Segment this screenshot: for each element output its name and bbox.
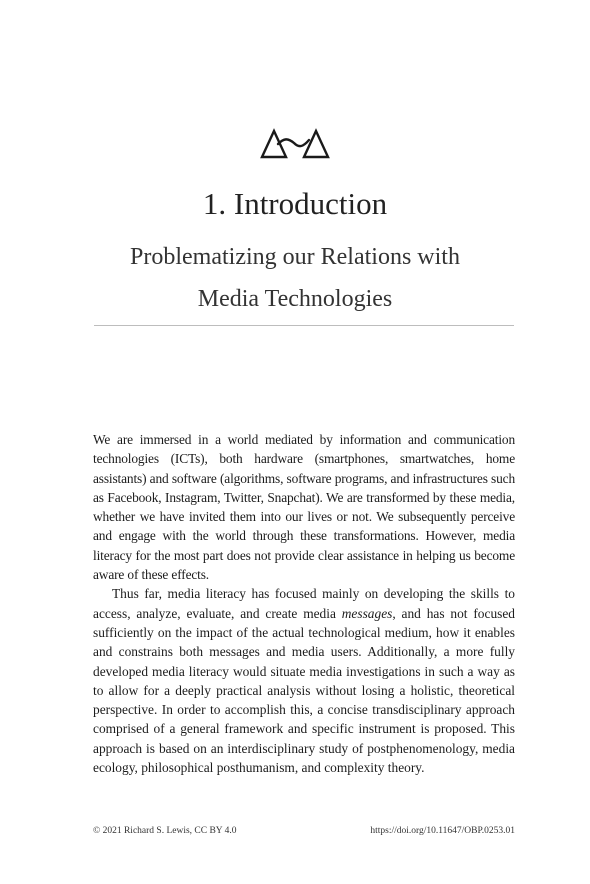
chapter-subtitle-line2: Media Technologies (197, 286, 393, 312)
paragraph-2-emphasis: messages (341, 605, 393, 621)
chapter-ornament (0, 126, 590, 164)
footer-copyright: © 2021 Richard S. Lewis, CC BY 4.0 (93, 826, 237, 836)
title-divider (94, 325, 514, 326)
chapter-subtitle (0, 236, 590, 320)
footer-doi-link[interactable]: https://doi.org/10.11647/OBP.0253.01 (370, 826, 515, 836)
paragraph-2 (93, 584, 515, 777)
paragraph-2-start: Thus far, media literacy has focused mainly on developing the skills to access, analyze, evaluate, and create media (93, 586, 515, 621)
chapter-title: 1. Introduction (202, 186, 388, 221)
body-text (93, 430, 515, 777)
chapter-ornament-icon (257, 126, 333, 160)
chapter-subtitle-line1: Problematizing our Relations with (130, 244, 460, 270)
page-footer (93, 826, 515, 836)
paragraph-1: We are immersed in a world mediated by information and communication technologies (ICTs), both hardware (smartphones, smartwatches, home assistants) and software (algorithms, software programs, and infrastructures such as Facebook, Instagram, Twitter, Snapchat). We are transformed by these media, whether we have invited them into our lives or not. We subsequently perceive and engage with the world through these transformations. However, media literacy for the most part does not provide clear assistance in helping us become aware of these effects. (93, 432, 515, 583)
paragraph-2-end: , and has not focused sufficiently on the impact of the actual technological medium, how it enables and constrains both messages and media users. Additionally, a more fully developed media literacy would situate media investigations in such a way as to allow for a deeply practical analysis without losing a holistic, theoretical perspective. In order to accomplish this, a concise transdisciplinary approach comprised of a general framework and specific instrument is proposed. This approach is based on an interdisciplinary study of postphenomenology, media ecology, philosophical posthumanism, and complexity theory. (93, 605, 515, 776)
